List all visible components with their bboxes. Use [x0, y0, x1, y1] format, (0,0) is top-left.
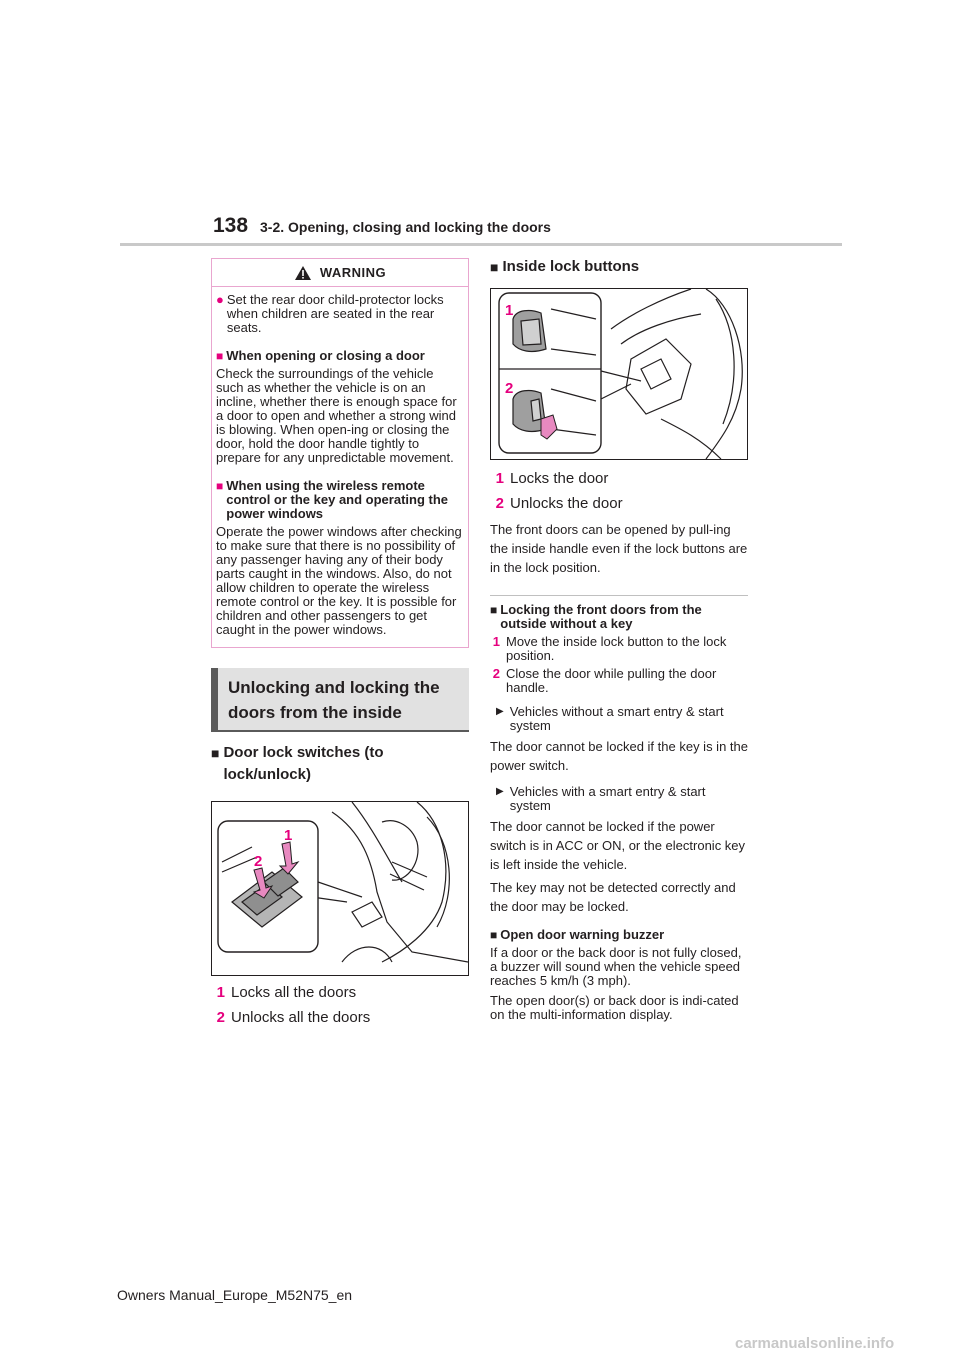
header-rule [120, 243, 842, 246]
step-text: Close the door while pulling the door handle. [506, 666, 717, 695]
buzzer-heading [490, 928, 750, 942]
case-heading-text: Vehicles without a smart entry & start system [509, 704, 724, 733]
buzzer-heading-text: Open door warning buzzer [500, 927, 665, 942]
step-item [490, 491, 750, 516]
section-title: 3-2. Opening, closing and locking the doors [260, 219, 551, 235]
door-lock-switch-illustration [212, 802, 468, 975]
subsection-title-text: Inside lock buttons [502, 258, 640, 275]
case-heading-text: Vehicles with a smart entry & start system [509, 784, 706, 813]
section-rule [211, 730, 469, 732]
step-text: Unlocks the door [510, 495, 623, 512]
warning-header [212, 259, 468, 287]
inside-lock-note: The front doors can be opened by pull-ing the inside handle even if the lock buttons are in the lock position. [490, 522, 748, 575]
inside-lock-steps [490, 466, 750, 516]
case-note-2: The key may not be detected correctly and the door may be locked. [490, 880, 736, 914]
warning-subhead-2 [216, 479, 463, 521]
square-bullet-icon: ■ [490, 928, 498, 942]
step-text: Unlocks all the doors [231, 1009, 371, 1026]
locking-front-heading [490, 603, 750, 631]
square-bullet-icon: ■ [211, 745, 220, 761]
warning-subhead-text: When using the wireless remote control or the key and operating the power windows [226, 478, 448, 521]
step-number: 2 [495, 495, 504, 512]
warning-body [212, 287, 468, 637]
page-footer: Owners Manual_Europe_M52N75_en [117, 1287, 353, 1303]
section-heading [211, 668, 469, 730]
buzzer-text-2: The open door(s) or back door is indi-cated on the multi-information display. [490, 993, 739, 1022]
step-text: Locks all the doors [231, 984, 357, 1001]
warning-triangle-icon [294, 265, 312, 281]
door-lock-switch-figure [211, 801, 469, 976]
step-number: 1 [216, 984, 225, 1001]
locking-front-heading-text: Locking the front doors from the outside without a key [500, 602, 702, 631]
warning-paragraph-2: Operate the power windows after checking to make sure that there is no possibility of any passenger having any of their body parts caught in the windows. Also, do not allow children to operate the wireless remote control or the key. It is possible for children and other passengers to get caught in the power windows. [216, 524, 462, 637]
warning-subhead-1 [216, 349, 463, 363]
step-item [490, 466, 750, 491]
triangle-bullet-icon: ▶ [496, 706, 504, 717]
step-number: 1 [495, 470, 504, 487]
section-heading-text: Unlocking and locking the doors from the inside [228, 678, 440, 722]
door-lock-steps [211, 980, 469, 1030]
warning-title: WARNING [319, 265, 387, 280]
warning-box [211, 258, 469, 648]
step-item [490, 635, 750, 663]
bullet-dot-icon: ● [216, 292, 224, 307]
square-bullet-icon: ■ [216, 479, 224, 493]
subsection-title-text: Door lock switches (to lock/unlock) [223, 744, 384, 783]
square-bullet-icon: ■ [216, 349, 224, 363]
triangle-bullet-icon: ▶ [496, 786, 504, 797]
figure-callout-1: 1 [505, 302, 514, 319]
step-item [490, 667, 750, 695]
case-text-2: The door cannot be locked if the power switch is in ACC or ON, or the electronic key is left inside the vehicle. [490, 819, 746, 872]
inside-lock-button-figure [490, 288, 748, 460]
warning-paragraph-1: Check the surroundings of the vehicle such as whether the vehicle is on an incline, whether there is enough space for a door to open and whether a strong wind is blowing. When open-ing or closing the door, hold the door handle tightly to prepare for any unpredictable movement. [216, 366, 457, 465]
step-text: Locks the door [510, 470, 609, 487]
step-text: Move the inside lock button to the lock position. [506, 634, 727, 663]
case-heading-1 [490, 705, 750, 733]
figure-callout-2: 2 [505, 380, 514, 397]
left-column [211, 258, 469, 1030]
step-item [211, 980, 469, 1005]
subsection-title-inside-lock-buttons [490, 256, 750, 278]
page-header [0, 0, 960, 250]
divider [490, 595, 748, 596]
warning-subhead-text: When opening or closing a door [226, 348, 425, 363]
step-item [211, 1005, 469, 1030]
buzzer-text-1: If a door or the back door is not fully closed, a buzzer will sound when the vehicle speed reaches 5 km/h (3 mph). [490, 945, 742, 988]
right-column [490, 256, 750, 1022]
case-heading-2 [490, 785, 750, 813]
step-number: 2 [492, 666, 500, 681]
case-text-1: The door cannot be locked if the key is in the power switch. [490, 739, 748, 773]
square-bullet-icon: ■ [490, 603, 498, 617]
watermark: carmanualsonline.info [735, 1335, 895, 1352]
warning-bullet-text: Set the rear door child-protector locks when children are seated in the rear seats. [226, 292, 444, 335]
page-number: 138 [213, 214, 249, 237]
warning-bullet [216, 293, 463, 335]
square-bullet-icon: ■ [490, 259, 499, 275]
figure-callout-1: 1 [284, 827, 293, 844]
subsection-title-door-lock-switches [211, 742, 469, 786]
inside-lock-button-illustration [491, 289, 747, 459]
step-number: 2 [216, 1009, 225, 1026]
step-number: 1 [492, 634, 500, 649]
figure-callout-2: 2 [254, 853, 263, 870]
